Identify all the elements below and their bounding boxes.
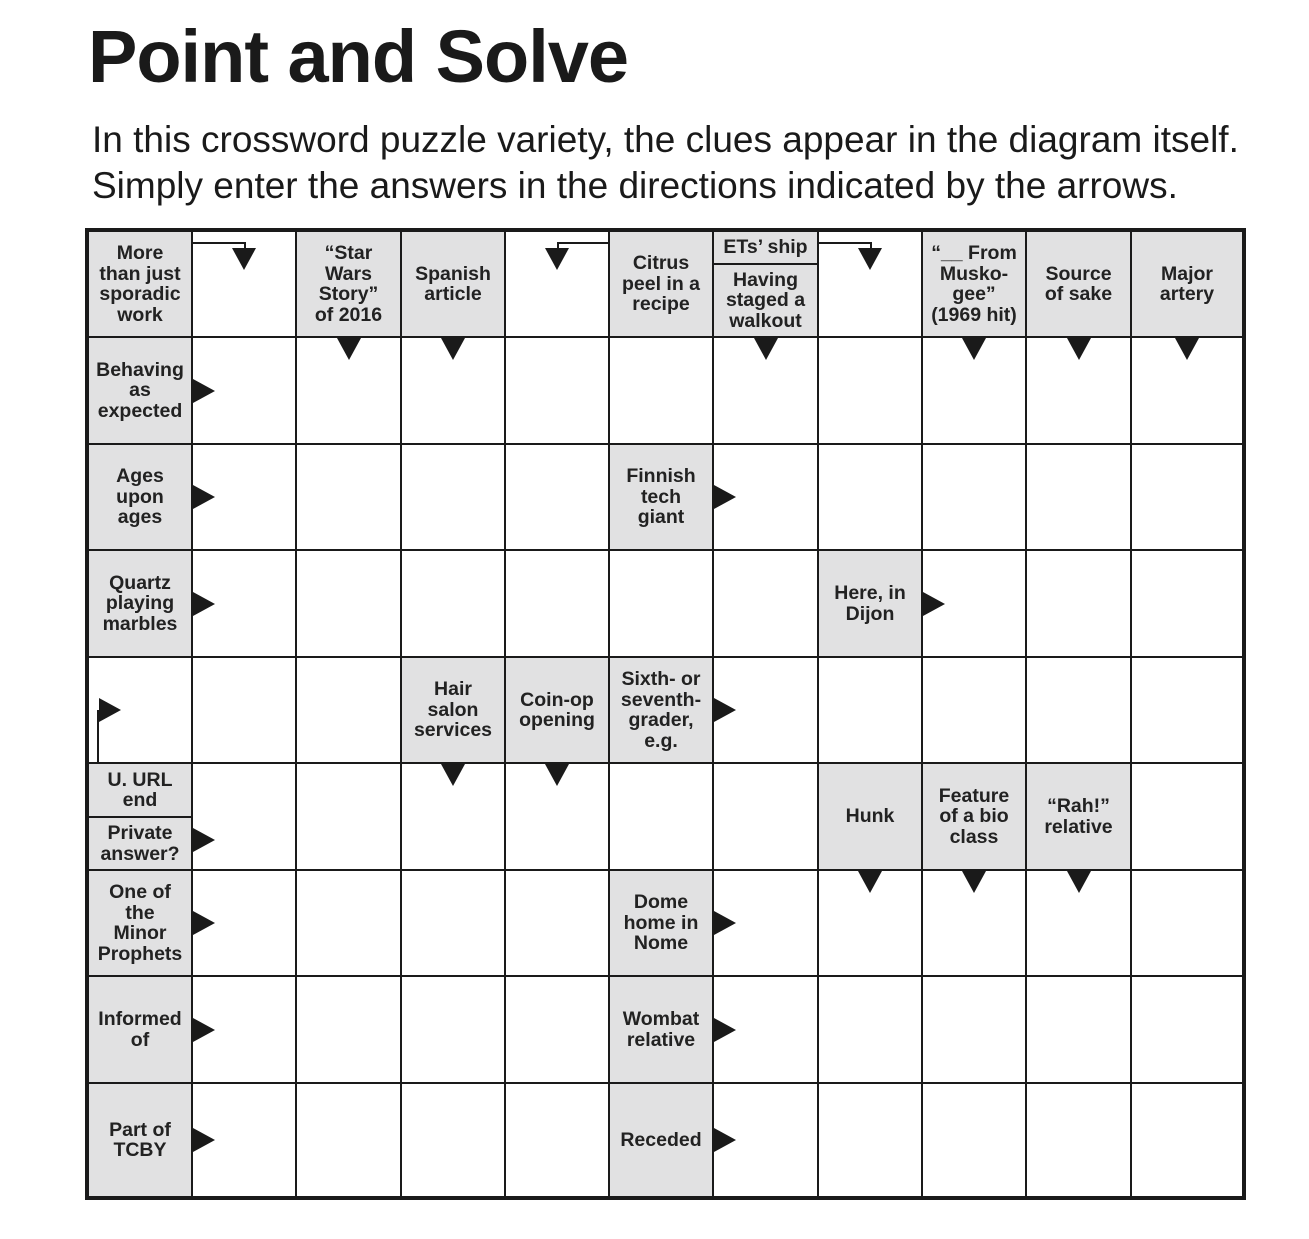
clue-text: Receded — [620, 1128, 702, 1151]
answer-cell[interactable] — [402, 871, 504, 975]
answer-cell[interactable] — [297, 871, 400, 975]
clue-cell — [610, 871, 712, 975]
clue-text: Informed of — [98, 1008, 182, 1051]
arrow-down-icon — [1175, 338, 1199, 360]
clue-cell — [89, 338, 191, 443]
arrow-down-icon — [545, 764, 569, 786]
instructions-line-1: In this crossword puzzle variety, the clues appear in the diagram itself. — [92, 119, 1239, 160]
answer-cell[interactable] — [819, 977, 921, 1082]
answer-cell[interactable] — [193, 764, 295, 869]
arrow-right-icon — [193, 911, 215, 935]
clue-text: “__ From Musko- gee” (1969 hit) — [931, 242, 1017, 326]
clue-cell — [402, 658, 504, 762]
answer-cell[interactable] — [1132, 977, 1242, 1082]
instructions — [92, 117, 1292, 209]
answer-cell[interactable] — [506, 551, 608, 656]
answer-cell[interactable] — [819, 445, 921, 549]
clue-cell — [610, 977, 712, 1082]
clue-text: Spanish article — [415, 262, 491, 305]
answer-cell[interactable] — [1132, 1084, 1242, 1196]
clue-text: More than just sporadic work — [99, 242, 181, 326]
answer-cell[interactable] — [923, 1084, 1025, 1196]
answer-cell[interactable] — [610, 338, 712, 443]
answer-cell[interactable] — [1027, 977, 1130, 1082]
clue-text: Ages upon ages — [116, 465, 164, 529]
answer-cell[interactable] — [506, 338, 608, 443]
clue-text: Behaving as expected — [96, 358, 184, 422]
clue-text: Dome home in Nome — [623, 891, 699, 955]
answer-cell[interactable] — [506, 1084, 608, 1196]
clue-cell — [1132, 232, 1242, 336]
clue-text: Citrus peel in a recipe — [621, 252, 701, 316]
clue-cell — [610, 232, 712, 336]
answer-cell[interactable] — [923, 445, 1025, 549]
arrow-down-icon — [545, 248, 569, 270]
clue-text: Here, in Dijon — [834, 582, 906, 625]
clue-cell — [89, 977, 191, 1082]
clue-cell — [714, 232, 817, 336]
puzzle-title: Point and Solve — [88, 15, 629, 98]
answer-cell[interactable] — [402, 977, 504, 1082]
arrow-down-icon — [754, 338, 778, 360]
clue-text: Feature of a bio class — [938, 784, 1010, 848]
clue-text: Wombat relative — [622, 1008, 700, 1051]
answer-cell[interactable] — [506, 977, 608, 1082]
arrow-right-icon — [714, 1018, 736, 1042]
arrow-down-icon — [1067, 871, 1091, 893]
arrow-down-icon — [1067, 338, 1091, 360]
arrow-right-icon — [193, 1128, 215, 1152]
clue-cell — [89, 551, 191, 656]
answer-cell[interactable] — [714, 764, 817, 869]
answer-cell[interactable] — [297, 445, 400, 549]
clue-cell — [402, 232, 504, 336]
clue-text: Sixth- or seventh- grader, e.g. — [620, 668, 702, 752]
arrow-down-icon — [441, 338, 465, 360]
answer-cell[interactable] — [1132, 871, 1242, 975]
clue-text-bottom: Having staged a walkout — [725, 268, 806, 332]
arrow-right-icon — [714, 911, 736, 935]
answer-cell[interactable] — [923, 977, 1025, 1082]
answer-cell[interactable] — [506, 445, 608, 549]
clue-cell — [610, 1084, 712, 1196]
arrow-right-icon — [714, 698, 736, 722]
clue-cell — [923, 764, 1025, 869]
answer-cell[interactable] — [819, 658, 921, 762]
answer-cell[interactable] — [714, 551, 817, 656]
answer-cell[interactable] — [402, 551, 504, 656]
answer-cell[interactable] — [923, 658, 1025, 762]
answer-cell[interactable] — [506, 871, 608, 975]
clue-cell — [1027, 232, 1130, 336]
answer-cell[interactable] — [297, 764, 400, 869]
clue-cell — [1027, 764, 1130, 869]
arrow-down-icon — [441, 764, 465, 786]
answer-cell[interactable] — [1132, 551, 1242, 656]
arrow-down-icon — [232, 248, 256, 270]
answer-cell[interactable] — [1027, 658, 1130, 762]
answer-cell[interactable] — [610, 764, 712, 869]
crossword-grid — [85, 228, 1246, 1200]
clue-cell — [819, 551, 921, 656]
clue-text-top: ETs’ ship — [723, 236, 808, 259]
answer-cell[interactable] — [819, 338, 921, 443]
clue-text-bottom: Private answer? — [100, 822, 180, 865]
answer-cell[interactable] — [1027, 551, 1130, 656]
clue-text-top: U. URL end — [107, 768, 173, 811]
arrow-down-icon — [337, 338, 361, 360]
arrow-right-icon — [193, 379, 215, 403]
arrow-right-icon — [193, 828, 215, 852]
answer-cell[interactable] — [297, 551, 400, 656]
clue-cell — [610, 658, 712, 762]
arrow-down-icon — [962, 338, 986, 360]
clue-cell — [89, 1084, 191, 1196]
clue-cell — [923, 232, 1025, 336]
answer-cell[interactable] — [1027, 1084, 1130, 1196]
arrow-right-icon — [193, 1018, 215, 1042]
answer-cell[interactable] — [1132, 764, 1242, 869]
clue-cell — [819, 764, 921, 869]
answer-cell[interactable] — [297, 1084, 400, 1196]
clue-text: Hair salon services — [413, 678, 493, 742]
clue-cell — [297, 232, 400, 336]
clue-cell — [89, 232, 191, 336]
clue-cell — [610, 445, 712, 549]
clue-text: “Star Wars Story” of 2016 — [314, 242, 383, 326]
arrow-down-icon — [858, 871, 882, 893]
answer-cell[interactable] — [1132, 445, 1242, 549]
instructions-line-2: Simply enter the answers in the directions indicated by the arrows. — [92, 165, 1178, 206]
arrow-right-icon — [714, 485, 736, 509]
clue-text: Major artery — [1159, 262, 1215, 305]
arrow-down-icon — [858, 248, 882, 270]
answer-cell[interactable] — [402, 445, 504, 549]
answer-cell[interactable] — [193, 658, 295, 762]
arrow-down-icon — [962, 871, 986, 893]
clue-cell — [506, 658, 608, 762]
clue-text: Coin-op opening — [519, 688, 595, 731]
answer-cell[interactable] — [819, 1084, 921, 1196]
answer-cell[interactable] — [610, 551, 712, 656]
clue-text: Part of TCBY — [109, 1118, 171, 1161]
clue-text: “Rah!” relative — [1044, 795, 1113, 838]
answer-cell[interactable] — [297, 658, 400, 762]
clue-cell — [89, 871, 191, 975]
answer-cell[interactable] — [402, 1084, 504, 1196]
clue-text: Source of sake — [1044, 262, 1113, 305]
answer-cell[interactable] — [1027, 445, 1130, 549]
arrow-right-icon — [193, 485, 215, 509]
arrow-right-icon — [99, 698, 121, 722]
clue-text: Quartz playing marbles — [102, 571, 178, 635]
answer-cell[interactable] — [297, 977, 400, 1082]
clue-text: One of the Minor Prophets — [97, 881, 183, 965]
clue-text: Hunk — [845, 805, 895, 828]
clue-text: Finnish tech giant — [626, 465, 696, 529]
arrow-right-icon — [714, 1128, 736, 1152]
arrow-right-icon — [193, 592, 215, 616]
clue-cell — [89, 764, 191, 869]
clue-cell — [89, 445, 191, 549]
answer-cell[interactable] — [1132, 658, 1242, 762]
arrow-right-icon — [923, 592, 945, 616]
